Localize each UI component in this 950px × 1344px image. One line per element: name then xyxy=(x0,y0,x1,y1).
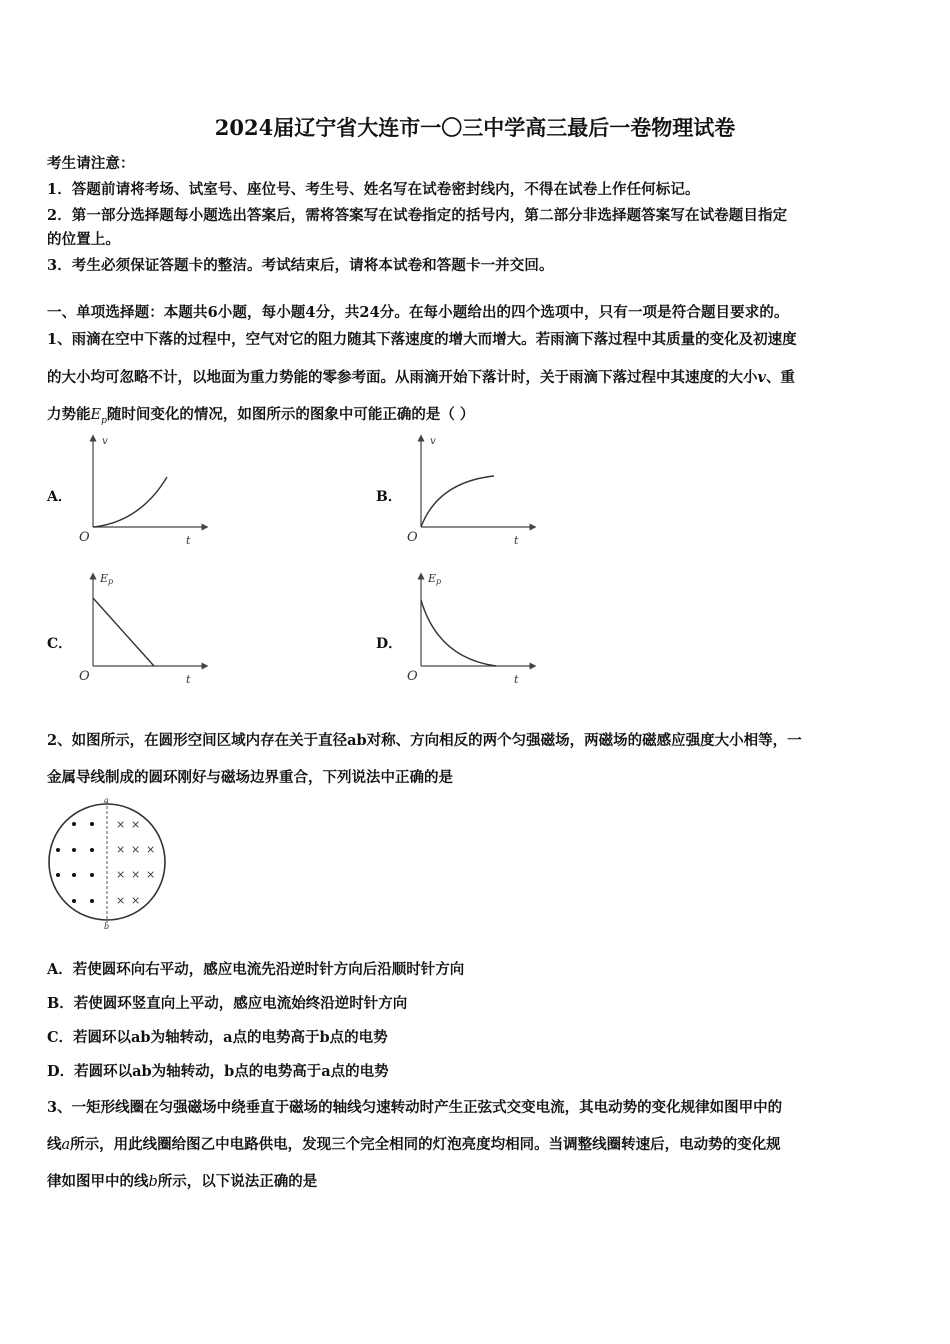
point-b-label: b xyxy=(104,922,110,931)
curve xyxy=(93,598,154,666)
q3-text: 3、一矩形线圈在匀强磁场中绕垂直于磁场的轴线匀速转动时产生正弦式交变电流，其电动势的变化规律如图甲中的 xyxy=(47,1099,783,1116)
svg-text:×: × xyxy=(116,818,126,831)
field-in-crosses xyxy=(116,818,155,907)
q2-text: 金属导线制成的圆环刚好与磁场边界重合，下列说法中正确的是 xyxy=(47,769,453,786)
svg-text:×: × xyxy=(146,868,156,881)
origin-label: O xyxy=(79,669,90,684)
curve xyxy=(421,600,496,666)
option-a-label[interactable]: A． xyxy=(47,489,72,505)
q1-text: 力势能$E_p$随时间变化的情况，如图所示的图象中可能正确的是（ ） xyxy=(47,406,475,426)
svg-text:×: × xyxy=(131,894,141,907)
q2-option-a[interactable]: A．若使圆环向右平动，感应电流先沿逆时针方向后沿顺时针方向 xyxy=(47,961,465,978)
option-c-label[interactable]: C． xyxy=(47,636,73,652)
notice-item: 2．第一部分选择题每小题选出答案后，需将答案写在试卷指定的括号内，第二部分非选择题答案写在试卷题目指定 xyxy=(47,207,788,224)
y-label: v xyxy=(102,436,108,447)
curve xyxy=(421,476,494,527)
page-title: 2024届辽宁省大连市一〇三中学高三最后一卷物理试卷 xyxy=(214,115,736,140)
y-label: v xyxy=(430,436,436,447)
origin-label: O xyxy=(79,530,90,545)
y-label: Ep xyxy=(428,572,442,586)
x-label: t xyxy=(186,673,191,686)
curve xyxy=(93,477,167,527)
notice-heading: 考生请注意： xyxy=(47,155,135,172)
svg-text:×: × xyxy=(116,894,126,907)
option-d-graph[interactable] xyxy=(398,570,538,688)
notice-item: 3．考生必须保证答题卡的整洁。考试结束后，请将本试卷和答题卡一并交回。 xyxy=(47,257,554,274)
x-label: t xyxy=(186,534,191,547)
q1-text: 1、雨滴在空中下落的过程中，空气对它的阻力随其下落速度的增大而增大。若雨滴下落过程中其质量的变化及初速度 xyxy=(47,331,797,348)
x-label: t xyxy=(514,534,519,547)
option-b-graph[interactable] xyxy=(398,432,538,550)
origin-label: O xyxy=(407,530,418,545)
notice-item: 的位置上。 xyxy=(47,231,120,248)
origin-label: O xyxy=(407,669,418,684)
q2-option-b[interactable]: B．若使圆环竖直向上平动，感应电流始终沿逆时针方向 xyxy=(47,995,408,1012)
option-c-graph[interactable] xyxy=(70,570,210,688)
q2-text: 2、如图所示，在圆形空间区域内存在关于直径ab对称、方向相反的两个匀强磁场，两磁场的磁感应强度大小相等，一 xyxy=(47,732,802,749)
section-heading: 一、单项选择题：本题共6小题，每小题4分，共24分。在每小题给出的四个选项中，只有一项是符合题目要求的。 xyxy=(47,304,789,321)
q3-text: 律如图甲中的线b所示，以下说法正确的是 xyxy=(47,1173,318,1190)
q2-option-c[interactable]: C．若圆环以ab为轴转动，a点的电势高于b点的电势 xyxy=(47,1029,388,1046)
svg-text:×: × xyxy=(131,818,141,831)
option-d-label[interactable]: D． xyxy=(376,636,403,652)
x-label: t xyxy=(514,673,519,686)
option-b-label[interactable]: B． xyxy=(376,489,402,505)
q3-text: 线a所示，用此线圈给图乙中电路供电，发现三个完全相同的灯泡亮度均相同。当调整线圈转速后，电动势的变化规 xyxy=(47,1136,781,1153)
notice-item: 1．答题前请将考场、试室号、座位号、考生号、姓名写在试卷密封线内，不得在试卷上作任何标记。 xyxy=(47,181,700,198)
svg-text:×: × xyxy=(146,843,156,856)
point-a-label: a xyxy=(104,796,109,805)
y-label: Ep xyxy=(100,572,114,586)
svg-text:×: × xyxy=(131,843,141,856)
option-a-graph[interactable] xyxy=(70,432,210,550)
svg-text:×: × xyxy=(116,868,126,881)
q1-text: 的大小均可忽略不计，以地面为重力势能的零参考面。从雨滴开始下落计时，关于雨滴下落过程中其速度的大小v、重 xyxy=(47,369,795,386)
field-out-dots xyxy=(56,822,94,903)
svg-text:×: × xyxy=(131,868,141,881)
magnetic-field-figure xyxy=(45,795,175,935)
svg-text:×: × xyxy=(116,843,126,856)
q2-option-d[interactable]: D．若圆环以ab为轴转动，b点的电势高于a点的电势 xyxy=(47,1063,389,1080)
